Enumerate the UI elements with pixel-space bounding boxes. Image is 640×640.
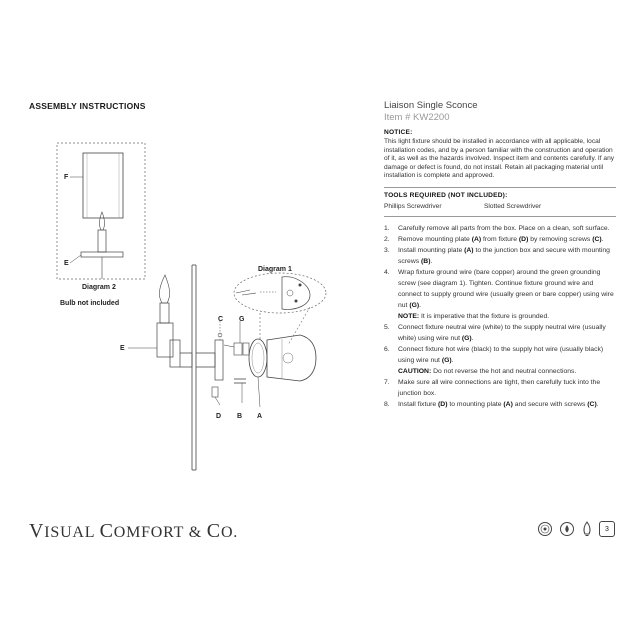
step-item	[384, 344, 616, 366]
step-text: CAUTION: Do not reverse the hot and neutral connections.	[398, 367, 577, 375]
step-number: 1.	[384, 224, 390, 232]
bulb-not-included-label: Bulb not included	[60, 300, 120, 307]
certification-icons	[537, 521, 615, 537]
step-item	[384, 245, 616, 267]
label-e-main: E	[120, 345, 125, 352]
tools-list	[384, 203, 616, 210]
page-number: 3	[599, 521, 615, 537]
step-item	[384, 377, 616, 399]
step-item	[384, 267, 616, 311]
step-text: NOTE: It is imperative that the fixture is grounded.	[398, 312, 550, 320]
brand-logo: VISUAL COMFORT & CO.	[29, 520, 239, 542]
label-f: F	[64, 174, 69, 181]
diagram1-label: Diagram 1	[258, 266, 292, 273]
bulb-main-icon	[159, 275, 169, 303]
junction-box	[267, 335, 316, 381]
step-text: Connect fixture hot wire (black) to the supply hot wire (usually black) using wire nut (G).	[398, 345, 604, 364]
bulb-diagram2-icon	[99, 212, 104, 230]
step-note	[384, 366, 616, 377]
step-text: Install mounting plate (A) to the junction box and secure with mounting screws (B).	[398, 246, 610, 265]
product-name: Liaison Single Sconce	[384, 100, 478, 111]
step-number: 5.	[384, 323, 390, 331]
label-e-top: E	[64, 260, 69, 267]
step-text: Connect fixture neutral wire (white) to the supply neutral wire (usually white) using wire nut (G).	[398, 323, 606, 342]
mounting-plate	[249, 339, 267, 377]
flame-bulb-icon	[581, 521, 593, 537]
label-d: D	[216, 413, 222, 420]
step-text: Carefully remove all parts from the box. Place on a clean, soft surface.	[398, 224, 610, 232]
label-c: C	[218, 316, 224, 323]
label-a: A	[257, 413, 263, 420]
step-item	[384, 399, 616, 410]
step-number: 2.	[384, 235, 390, 243]
steps-list	[384, 223, 616, 410]
step-item	[384, 322, 616, 344]
step-number: 7.	[384, 378, 390, 386]
diagram2-dashed-box	[57, 143, 145, 279]
step-text: Remove mounting plate (A) from fixture (D) by removing screws (C).	[398, 235, 604, 243]
step-item	[384, 234, 616, 245]
label-b: B	[237, 413, 243, 420]
tool-slotted-screwdriver: Slotted Screwdriver	[484, 202, 542, 210]
step-number: 8.	[384, 400, 390, 408]
instructions-panel	[384, 100, 616, 410]
item-number: Item # KW2200	[384, 112, 450, 123]
step-text: Wrap fixture ground wire (bare copper) around the green grounding screw (see diagram 1). Tighten. Continue fixture ground wire and connect to supply ground wire (usually green or bare copper) using wire nut (G).	[398, 268, 614, 309]
damp-rated-icon	[559, 521, 575, 537]
step-text: Make sure all wire connections are tight, then carefully tuck into the junction box.	[398, 378, 601, 397]
step-item	[384, 223, 616, 234]
assembly-instructions-title: ASSEMBLY INSTRUCTIONS	[29, 101, 146, 111]
etl-listed-icon	[537, 521, 553, 537]
divider	[384, 216, 616, 217]
notice-heading: NOTICE:	[384, 129, 413, 136]
step-note	[384, 311, 616, 322]
diagram2-label: Diagram 2	[82, 284, 116, 291]
diagram1-dashed-ellipse	[234, 273, 326, 313]
step-number: 4.	[384, 268, 390, 276]
step-number: 6.	[384, 345, 390, 353]
step-number: 3.	[384, 246, 390, 254]
assembly-diagram	[20, 135, 370, 485]
notice-body: This light fixture should be installed in accordance with all applicable, local installation codes, and by a person familiar with the construction and operation of it, as well as the hazards involved. Inspect item and contents carefully. If any damage or defect is found, do not install. Retain all packaging material until installation is complete and approved.	[384, 138, 615, 179]
divider	[384, 187, 616, 188]
step-text: Install fixture (D) to mounting plate (A) and secure with screws (C).	[398, 400, 599, 408]
shade-part-f	[83, 153, 123, 218]
tools-heading: TOOLS REQUIRED (NOT INCLUDED):	[384, 191, 508, 199]
label-g: G	[239, 316, 245, 323]
tool-phillips-screwdriver: Phillips Screwdriver	[384, 202, 442, 210]
